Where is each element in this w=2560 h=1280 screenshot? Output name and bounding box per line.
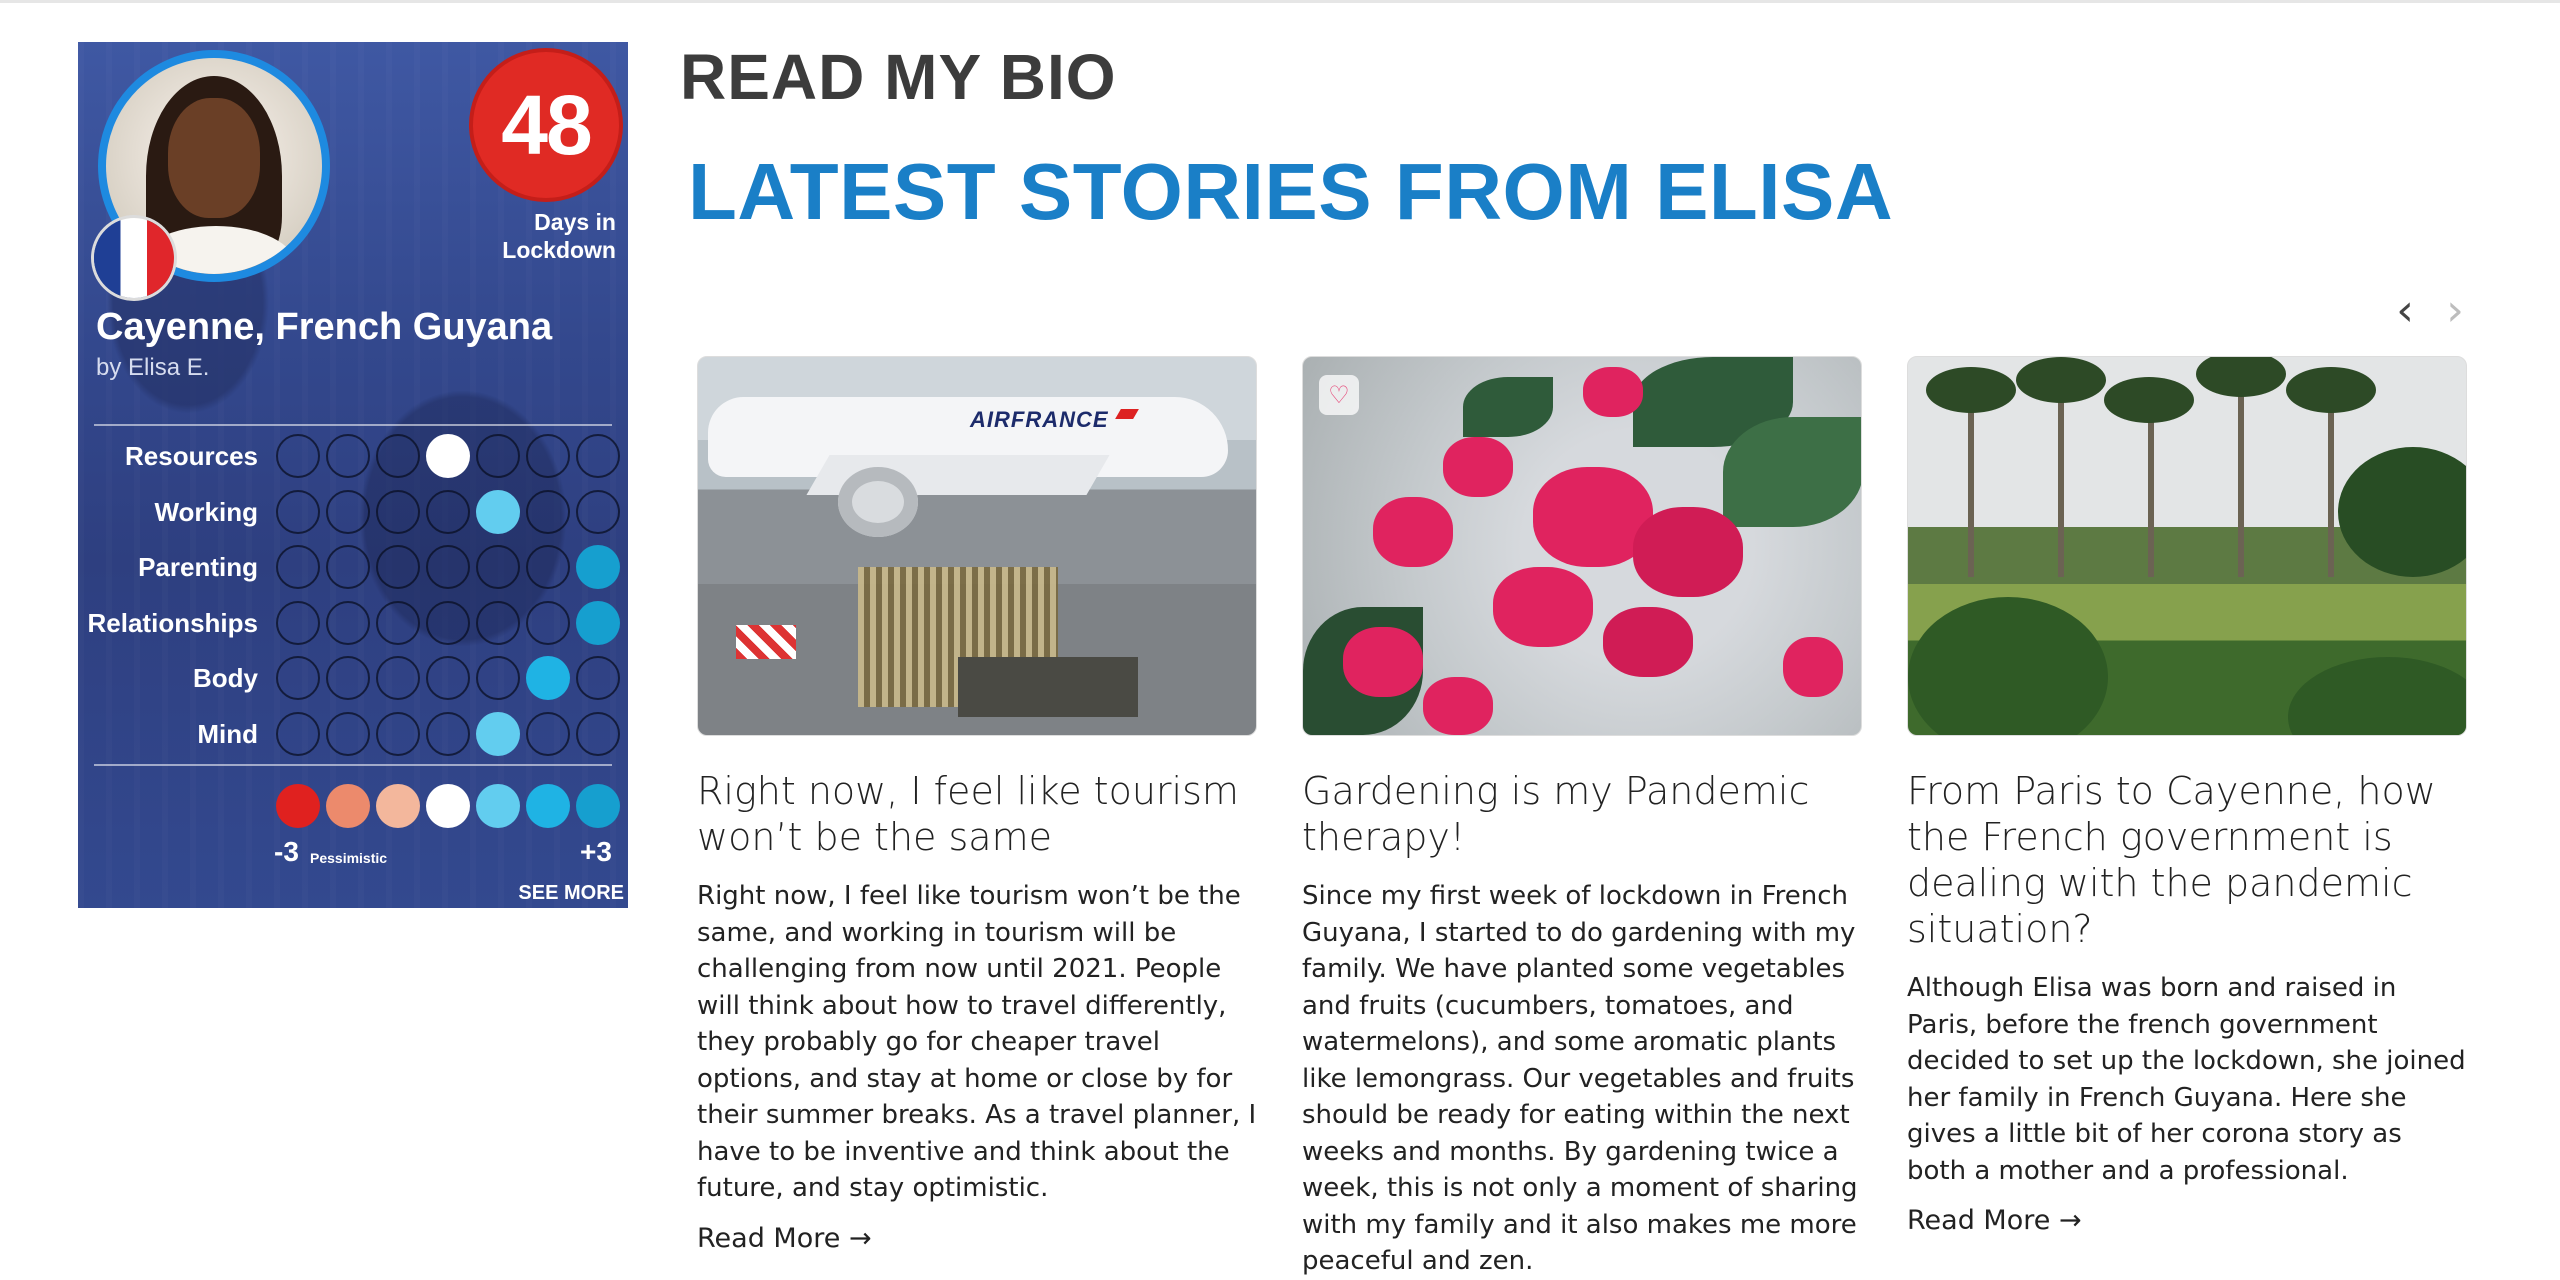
- story-image-palm-trees[interactable]: [1907, 356, 2467, 736]
- palm-trunk: [2058, 387, 2064, 577]
- mood-row-label: Body: [193, 663, 258, 693]
- scale-max: +3: [580, 836, 612, 867]
- story-card-2: [1302, 356, 1862, 1280]
- mood-dot: [326, 656, 370, 700]
- flower-petal: [1373, 497, 1453, 567]
- mood-dot-selected: [476, 490, 520, 534]
- divider-top: [94, 424, 612, 426]
- leaf: [1463, 377, 1553, 437]
- mood-dot: [426, 545, 470, 589]
- scale-dot: [576, 784, 620, 828]
- read-more-link[interactable]: Read More →: [697, 1222, 872, 1254]
- divider-bottom: [94, 764, 612, 766]
- mood-dot: [576, 656, 620, 700]
- avatar-face: [168, 98, 260, 218]
- location-title: Cayenne, French Guyana: [96, 306, 553, 348]
- palm-crown: [1926, 367, 2016, 413]
- mood-dot: [276, 712, 320, 756]
- mood-dot: [276, 601, 320, 645]
- story-excerpt: Since my first week of lockdown in French Guyana, I started to do gardening with my family. We have planted some vegetables and fruits (cucumbers, tomatoes, and watermelons), and some aromatic plants like lemongrass. Our vegetables and fruits should be ready for eating within the next weeks and months. By gardening twice a week, this is not only a moment of sharing with my family and it also makes me more peaceful and zen.: [1302, 881, 1858, 1276]
- story-excerpt: Although Elisa was born and raised in Paris, before the french government decided to set up the lockdown, she joined her family in French Guyana. Here she gives a little bit of her corona story as both a mother and a professional.: [1907, 973, 2466, 1186]
- chevron-left-icon[interactable]: ‹: [2396, 285, 2414, 336]
- mood-dot: [576, 490, 620, 534]
- story-image-flowers[interactable]: [1302, 356, 1862, 736]
- palm-trunk: [2148, 407, 2154, 577]
- palm-crown: [2016, 357, 2106, 403]
- mood-row-label: Mind: [197, 718, 258, 749]
- cargo-platform: [958, 657, 1138, 717]
- mood-dot-selected: [576, 545, 620, 589]
- safety-barrier: [736, 625, 796, 659]
- read-my-bio-heading[interactable]: READ MY BIO: [680, 41, 1117, 113]
- flower-petal: [1443, 437, 1513, 497]
- palm-trunk: [2328, 397, 2334, 577]
- mood-dot-selected: [426, 434, 470, 478]
- story-card-3: [1907, 356, 2467, 1236]
- mood-dot: [576, 434, 620, 478]
- scale-dot: [426, 784, 470, 828]
- flower-petal: [1603, 607, 1693, 677]
- mood-dot: [526, 434, 570, 478]
- mood-dot-selected: [526, 656, 570, 700]
- mood-dot: [426, 490, 470, 534]
- leaf: [1723, 417, 1862, 527]
- mood-dot: [326, 601, 370, 645]
- flower-petal: [1423, 677, 1493, 735]
- profile-card[interactable]: [78, 42, 628, 908]
- story-card-1: [697, 356, 1257, 1254]
- chevron-right-icon[interactable]: ›: [2446, 285, 2464, 336]
- bush: [2288, 657, 2467, 736]
- mood-dot: [376, 601, 420, 645]
- mood-dot: [326, 490, 370, 534]
- flower-petal: [1633, 507, 1743, 597]
- scale-dot: [376, 784, 420, 828]
- plane-engine: [838, 467, 918, 537]
- bush: [1908, 597, 2108, 736]
- mood-dot: [476, 601, 520, 645]
- mood-dot: [376, 712, 420, 756]
- mood-row-label: Relationships: [87, 607, 258, 638]
- mood-dot: [476, 656, 520, 700]
- read-more-link[interactable]: Read More →: [1907, 1205, 2082, 1236]
- days-count-badge: 48: [473, 52, 619, 198]
- author-byline: by Elisa E.: [96, 354, 210, 381]
- top-border: [0, 0, 2560, 3]
- airline-logo-text: AIRFRANCE: [970, 407, 1109, 432]
- mood-dot: [276, 434, 320, 478]
- palm-crown: [2196, 356, 2286, 397]
- mood-dot: [426, 656, 470, 700]
- mood-row-label: Parenting: [138, 552, 258, 582]
- scale-dot: [326, 784, 370, 828]
- scale-min: -3: [274, 836, 299, 867]
- flower-petal: [1583, 367, 1643, 417]
- mood-dot: [276, 490, 320, 534]
- mood-dot: [526, 490, 570, 534]
- mood-dot: [526, 601, 570, 645]
- palm-crown: [2286, 367, 2376, 413]
- tree: [2338, 447, 2467, 577]
- mood-row-label: Resources: [125, 441, 258, 471]
- scale-dot: [276, 784, 320, 828]
- mood-dot: [426, 712, 470, 756]
- palm-crown: [2104, 377, 2194, 423]
- mood-dot: [426, 601, 470, 645]
- latest-stories-heading: LATEST STORIES FROM ELISA: [688, 147, 1894, 236]
- mood-dot: [326, 434, 370, 478]
- mood-dot: [276, 545, 320, 589]
- story-image-airplane[interactable]: [697, 356, 1257, 736]
- days-label: [436, 208, 616, 264]
- scale-dot: [476, 784, 520, 828]
- mood-dot: [526, 545, 570, 589]
- mood-dot: [376, 545, 420, 589]
- story-title[interactable]: From Paris to Cayenne, how the French government is dealing with the pandemic situation?: [1907, 769, 2436, 951]
- mood-dot-selected: [576, 601, 620, 645]
- heart-icon[interactable]: ♡: [1319, 375, 1359, 415]
- days-label-line2: Lockdown: [502, 237, 616, 263]
- mood-dot-selected: [476, 712, 520, 756]
- story-title[interactable]: Gardening is my Pandemic therapy!: [1302, 769, 1810, 859]
- days-label-line1: Days in: [534, 209, 616, 235]
- mood-dot: [376, 434, 420, 478]
- france-flag-icon: [94, 218, 174, 298]
- mood-dot: [476, 434, 520, 478]
- see-more-link[interactable]: SEE MORE: [518, 882, 624, 904]
- mood-dot: [576, 712, 620, 756]
- scale-min-label: Pessimistic: [310, 850, 388, 866]
- mood-dot: [376, 656, 420, 700]
- flower-petal: [1343, 627, 1423, 697]
- flower-petal: [1783, 637, 1843, 697]
- scale-dot: [526, 784, 570, 828]
- mood-dot: [326, 712, 370, 756]
- palm-trunk: [2238, 377, 2244, 577]
- mood-dot: [476, 545, 520, 589]
- mood-dot: [526, 712, 570, 756]
- palm-trunk: [1968, 397, 1974, 577]
- flower-petal: [1493, 567, 1593, 647]
- mood-row-label: Working: [154, 496, 258, 527]
- mood-dot: [276, 656, 320, 700]
- mood-dot: [326, 545, 370, 589]
- mood-dot: [376, 490, 420, 534]
- story-title[interactable]: Right now, I feel like tourism won’t be the same: [697, 769, 1239, 859]
- story-excerpt: Right now, I feel like tourism won’t be the same, and working in tourism will be challenging from now until 2021. People will think about how to travel differently, they probably go for cheaper travel options, and stay at home or close by for their summer breaks. As a travel planner, I have to be inventive and think about the future, and stay optimistic.: [697, 881, 1257, 1203]
